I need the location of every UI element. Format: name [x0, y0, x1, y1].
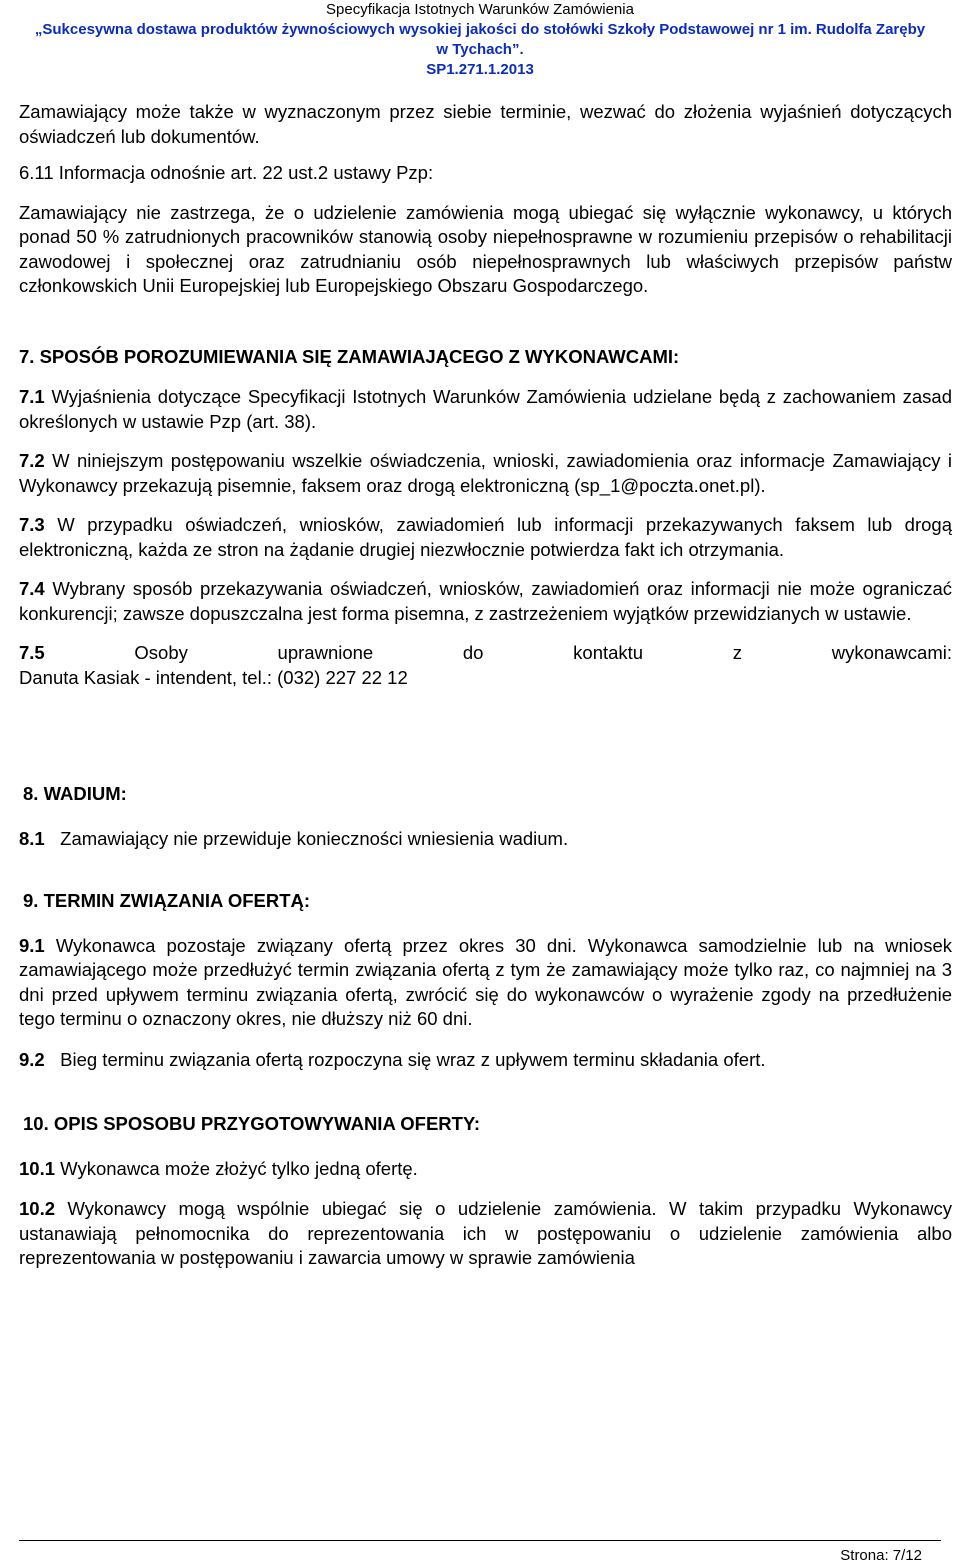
section-text: Wykonawca pozostaje związany ofertą przez okres 30 dni. Wykonawca samodzielnie lub na wniosek zamawiającego może przedłużyć termin związania ofertą z tym że zamawiający może tylko raz, co najmniej na 3 dni przed upływem terminu związania ofertą, zwrócić się do wykonawców o wyrażenie zgody na przedłużenie tego terminu o oznaczony okres, nie dłuższy niż 60 dni. [19, 934, 952, 1029]
section-text: Wykonawcy mogą wspólnie ubiegać się o udzielenie zamówienia. W takim przypadku Wykonawcy ustanawiają pełnomocnika do reprezentowania ich w postępowaniu o udzielenie zamówienia albo reprezentowania w postępowaniu i zawarcia umowy w sprawie zamówienia [19, 1198, 952, 1268]
section-number: 7.3 [19, 514, 45, 535]
heading-section-8: 8. WADIUM: [23, 783, 127, 804]
section-number: 9.1 [19, 934, 45, 956]
section-7-4 [19, 577, 952, 626]
header-subject: „Sukcesywna dostawa produktów żywnościowych wysokiej jakości do stołówki Szkoły Podstawowej nr 1 im. Rudolfa Zaręby [34, 21, 926, 38]
section-number: 10.1 [19, 1157, 56, 1179]
paragraph-disabled-workers: Zamawiający nie zastrzega, że o udzielenie zamówienia mogą ubiegać się wyłącznie wykonawcy, u których ponad 50 % zatrudnionych pracowników stanowią osoby niepełnosprawne w rozumieniu przepisów o rehabilitacji zawodowej i społecznej oraz zatrudnianiu osób niepełnosprawnych lub właściwych przepisów państw członkowskich Unii Europejskiej lub Europejskiego Obszaru Gospodarczego. [19, 201, 952, 296]
header-reference: SP1.271.1.2013 [426, 61, 534, 78]
heading-section-10: 10. OPIS SPOSOBU PRZYGOTOWYWANIA OFERTY: [23, 1113, 481, 1134]
document-body [19, 100, 952, 1271]
section-7-5 [19, 641, 952, 666]
section-7-1 [19, 385, 952, 434]
section-number: 7.4 [19, 578, 45, 599]
heading-section-9: 9. TERMIN ZWIĄZANIA OFERTĄ: [23, 890, 311, 911]
section-text: W przypadku oświadczeń, wniosków, zawiadomień lub informacji przekazywanych faksem lub drogą elektroniczną, każda ze stron na żądanie drugiej niezwłocznie potwierdza fakt ich otrzymania. [19, 514, 952, 560]
section-10-1 [19, 1157, 952, 1182]
section-text: Wyjaśnienia dotyczące Specyfikacji Istotnych Warunków Zamówienia udzielane będą z zachowaniem zasad określonych w ustawie Pzp (art. 38). [19, 386, 952, 432]
page-header [0, 0, 960, 80]
section-number: 8.1 [19, 827, 45, 849]
section-text: Wybrany sposób przekazywania oświadczeń, wniosków, zawiadomień oraz informacji nie może ograniczać konkurencji; zawsze dopuszczalna jest forma pisemna, z zastrzeżeniem wyjątków przewidzianych w ustawie. [19, 578, 952, 624]
section-9-2 [19, 1048, 952, 1073]
section-text: Osoby uprawnione do kontaktu z wykonawcami: [44, 642, 952, 663]
footer-divider [19, 1540, 941, 1541]
section-text: Wykonawca może złożyć tylko jedną ofertę. [55, 1157, 418, 1179]
section-number: 10.2 [19, 1198, 56, 1219]
section-6-11 [19, 161, 952, 186]
section-text: W niniejszym postępowaniu wszelkie oświadczenia, wnioski, zawiadomienia oraz informacje Zamawiający i Wykonawcy przekazują pisemnie, faksem oraz drogą elektroniczną (sp_1@poczta.onet.pl). [19, 450, 952, 496]
paragraph-summons: Zamawiający może także w wyznaczonym przez siebie terminie, wezwać do złożenia wyjaśnień dotyczących oświadczeń lub dokumentów. [19, 101, 952, 147]
heading-section-7: 7. SPOSÓB POROZUMIEWANIA SIĘ ZAMAWIAJĄCEGO Z WYKONAWCAMI: [19, 345, 680, 367]
section-7-2 [19, 449, 952, 498]
section-9-1 [19, 934, 952, 1032]
header-subject-cont: w Tychach”. [436, 41, 524, 58]
section-7-3 [19, 513, 952, 562]
section-text: Bieg terminu związania ofertą rozpoczyna się wraz z upływem terminu składania ofert. [44, 1048, 766, 1070]
section-text: Zamawiający nie przewiduje konieczności wniesienia wadium. [44, 827, 569, 849]
section-8-1 [19, 827, 952, 852]
section-text: Informacja odnośnie art. 22 ust.2 ustawy Pzp: [53, 162, 434, 183]
section-number: 7.5 [19, 642, 45, 663]
section-number: 9.2 [19, 1048, 45, 1070]
section-number: 7.1 [19, 386, 45, 407]
section-number: 7.2 [19, 450, 45, 471]
header-title: Specyfikacja Istotnych Warunków Zamówienia [326, 1, 634, 18]
section-10-2 [19, 1197, 952, 1271]
section-number: 6.11 [19, 162, 54, 183]
page-number: Strona: 7/12 [840, 1547, 922, 1564]
contact-person: Danuta Kasiak - intendent, tel.: (032) 227 22 12 [19, 666, 408, 688]
